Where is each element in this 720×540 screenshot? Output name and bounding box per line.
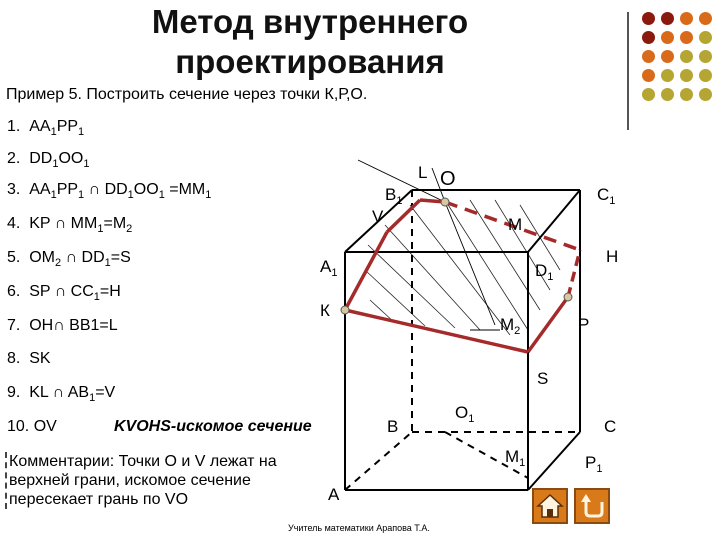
home-icon (534, 490, 566, 522)
label-d1: $D_1$ (535, 261, 554, 283)
label-l: L (418, 163, 428, 182)
step-3: 3. $AA_1PP_1$ ∩ $DD_1OO_1 =MM_1$ (7, 181, 212, 202)
label-b1: $B_1$ (385, 185, 403, 207)
author-credit: Учитель математики Арапова Т.А. (288, 523, 430, 533)
step-9: 9. KL ∩ $AB_1=V$ (7, 384, 116, 405)
result-text: KVOHS-искомое сечение (114, 418, 312, 435)
label-a: A (328, 485, 340, 504)
step-7: 7. OH∩ BB1=L (7, 317, 118, 334)
label-a1: $A_1$ (320, 257, 338, 279)
title-line-2: проектирования (175, 43, 445, 80)
example-statement: Пример 5. Построить сечение через точки К,Р,О. (6, 86, 368, 103)
label-b: B (387, 417, 399, 436)
comment-box: Комментарии: Точки О и V лежат на верхней грани, искомое сечение пересекает грань по VO (5, 452, 314, 509)
step-5: 5. $OM_2$ ∩ $DD_1=S$ (7, 249, 131, 270)
label-s: S (537, 369, 549, 388)
step-1: 1. $AA_1PP_1$ (7, 118, 85, 139)
label-v: V (372, 207, 384, 226)
label-o: O (440, 168, 456, 190)
label-m2: $M_2$ (500, 315, 521, 337)
edge-dc (528, 432, 580, 490)
point-p (564, 293, 572, 301)
step-8: 8. SK (7, 350, 51, 367)
label-c: C (604, 417, 617, 436)
hatching (365, 200, 560, 335)
hidden-edges (345, 190, 580, 490)
return-icon (576, 490, 608, 522)
home-button[interactable] (532, 488, 568, 524)
title-line-1: Метод внутреннего (151, 3, 469, 40)
edge-d1c1 (528, 190, 580, 252)
label-p: P (578, 315, 590, 334)
label-m: M (508, 215, 523, 234)
point-o (441, 198, 449, 206)
label-p1: $P_1$ (585, 453, 603, 475)
label-c1: $C_1$ (597, 185, 616, 207)
step-2: 2. $DD_1OO_1$ (7, 150, 90, 171)
label-k: К (320, 301, 330, 320)
label-h: H (606, 247, 619, 266)
label-o1: $O_1$ (455, 403, 475, 425)
step-6: 6. SP ∩ $CC_1=H$ (7, 283, 121, 304)
step-4: 4. KP ∩ $MM_1=M_2$ (7, 215, 133, 236)
return-button[interactable] (574, 488, 610, 524)
point-k (341, 306, 349, 314)
label-m1: $M_1$ (505, 447, 526, 469)
step-10: 10. OV (7, 418, 57, 435)
prism-edges (345, 190, 580, 490)
